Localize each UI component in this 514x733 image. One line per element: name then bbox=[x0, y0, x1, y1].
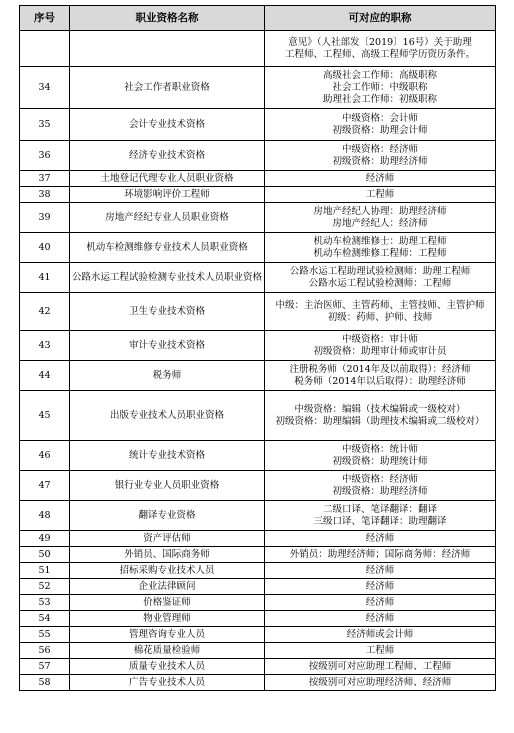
corresponding-title-cell bbox=[265, 361, 496, 391]
title-line: 按级别可对应助理工程师、工程师 bbox=[308, 660, 452, 672]
row-index-cell: 51 bbox=[20, 563, 70, 579]
row-index-cell: 45 bbox=[20, 391, 70, 441]
title-line: 机动车检测维修工程师：工程师 bbox=[313, 247, 447, 259]
table-header-row bbox=[20, 6, 496, 31]
title-line: 工程师 bbox=[365, 188, 395, 200]
table-row bbox=[20, 361, 496, 391]
title-line: 社会工作师：中级职称 bbox=[332, 81, 428, 93]
qualification-name-cell: 机动车检测维修专业技术人员职业资格 bbox=[70, 233, 265, 263]
qualification-name-cell: 税务师 bbox=[70, 361, 265, 391]
qualification-name-cell: 统计专业技术资格 bbox=[70, 441, 265, 471]
title-line: 经济师 bbox=[365, 532, 395, 544]
continuation-titles-cell bbox=[265, 31, 496, 67]
corresponding-title-cell bbox=[265, 331, 496, 361]
qualification-name-cell: 质量专业技术人员 bbox=[70, 659, 265, 675]
continuation-row bbox=[20, 31, 496, 67]
table-row bbox=[20, 579, 496, 595]
qualification-name-cell: 土地登记代理专业人员职业资格 bbox=[70, 171, 265, 187]
table-row bbox=[20, 263, 496, 293]
row-index-cell: 47 bbox=[20, 471, 70, 501]
table-row bbox=[20, 187, 496, 203]
header-qualification-name: 职业资格名称 bbox=[70, 6, 265, 31]
title-line: 初级资格：助理统计师 bbox=[332, 455, 428, 467]
corresponding-title-cell bbox=[265, 471, 496, 501]
qualification-name-cell: 社会工作者职业资格 bbox=[70, 67, 265, 109]
corresponding-title-cell bbox=[265, 643, 496, 659]
row-index-cell: 54 bbox=[20, 611, 70, 627]
table-row bbox=[20, 141, 496, 171]
row-index-cell: 49 bbox=[20, 531, 70, 547]
qualification-name-cell: 招标采购专业技术人员 bbox=[70, 563, 265, 579]
row-index-cell: 41 bbox=[20, 263, 70, 293]
row-index-cell: 48 bbox=[20, 501, 70, 531]
title-line: 中级资格：经济师 bbox=[341, 143, 418, 155]
corresponding-title-cell bbox=[265, 579, 496, 595]
title-line: 中级资格：编辑（技术编辑或一级校对） bbox=[294, 403, 466, 415]
corresponding-title-cell bbox=[265, 595, 496, 611]
qualification-name-cell: 价格鉴证师 bbox=[70, 595, 265, 611]
table-row bbox=[20, 233, 496, 263]
corresponding-title-cell bbox=[265, 203, 496, 233]
qualification-name-cell: 资产评估师 bbox=[70, 531, 265, 547]
qualification-name-cell: 环境影响评价工程师 bbox=[70, 187, 265, 203]
corresponding-title-cell bbox=[265, 293, 496, 331]
corresponding-title-cell bbox=[265, 531, 496, 547]
table-row bbox=[20, 611, 496, 627]
qualification-name-cell: 卫生专业技术资格 bbox=[70, 293, 265, 331]
title-line: 中级资格：统计师 bbox=[341, 443, 418, 455]
row-index-cell: 42 bbox=[20, 293, 70, 331]
title-line: 初级资格：助理经济师 bbox=[332, 485, 428, 497]
title-line: 经济师 bbox=[365, 596, 395, 608]
qualification-name-cell: 出版专业技术人员职业资格 bbox=[70, 391, 265, 441]
title-line: 中级资格：审计师 bbox=[341, 333, 418, 345]
title-line: 公路水运工程助理试验检测师：助理工程师 bbox=[289, 265, 471, 277]
corresponding-title-cell bbox=[265, 263, 496, 293]
corresponding-title-cell bbox=[265, 563, 496, 579]
table-row bbox=[20, 501, 496, 531]
title-line: 经济师 bbox=[365, 580, 395, 592]
row-index-cell: 39 bbox=[20, 203, 70, 233]
qualification-name-cell: 会计专业技术资格 bbox=[70, 109, 265, 141]
row-index-cell: 55 bbox=[20, 627, 70, 643]
row-index-cell: 53 bbox=[20, 595, 70, 611]
row-index-cell: 46 bbox=[20, 441, 70, 471]
table-row bbox=[20, 531, 496, 547]
title-line: 经济师或会计师 bbox=[346, 628, 414, 640]
corresponding-title-cell bbox=[265, 611, 496, 627]
qualification-name-cell: 审计专业技术资格 bbox=[70, 331, 265, 361]
corresponding-title-cell bbox=[265, 391, 496, 441]
title-line: 中级资格：经济师 bbox=[341, 473, 418, 485]
qualification-name-cell: 经济专业技术资格 bbox=[70, 141, 265, 171]
title-line: 外销员：助理经济师；国际商务师：经济师 bbox=[289, 548, 471, 560]
table-row bbox=[20, 659, 496, 675]
header-index: 序号 bbox=[20, 6, 70, 31]
table-row bbox=[20, 171, 496, 187]
corresponding-title-cell bbox=[265, 109, 496, 141]
qualification-name-cell: 外销员、国际商务师 bbox=[70, 547, 265, 563]
qualification-name-cell: 银行业专业人员职业资格 bbox=[70, 471, 265, 501]
title-line: 按级别可对应助理经济师、经济师 bbox=[308, 676, 452, 688]
row-index-cell: 34 bbox=[20, 67, 70, 109]
row-index-cell: 36 bbox=[20, 141, 70, 171]
qualification-title-table bbox=[19, 5, 496, 691]
title-line: 经济师 bbox=[365, 612, 395, 624]
row-index-cell: 56 bbox=[20, 643, 70, 659]
title-line: 经济师 bbox=[365, 564, 395, 576]
row-index-cell: 58 bbox=[20, 675, 70, 691]
corresponding-title-cell bbox=[265, 141, 496, 171]
title-line: 公路水运工程试验检测师：工程师 bbox=[308, 277, 452, 289]
table-row bbox=[20, 675, 496, 691]
row-index-cell: 50 bbox=[20, 547, 70, 563]
corresponding-title-cell bbox=[265, 675, 496, 691]
title-line: 中级：主治医师、主管药师、主管技师、主管护师 bbox=[275, 299, 485, 311]
qualification-name-cell: 公路水运工程试验检测专业技术人员职业资格 bbox=[70, 263, 265, 293]
corresponding-title-cell bbox=[265, 547, 496, 563]
qualification-name-cell: 物业管理师 bbox=[70, 611, 265, 627]
corresponding-title-cell bbox=[265, 187, 496, 203]
corresponding-title-cell bbox=[265, 659, 496, 675]
title-line: 初级资格：助理编辑（助理技术编辑或二级校对） bbox=[275, 415, 485, 427]
table-row bbox=[20, 563, 496, 579]
corresponding-title-cell bbox=[265, 67, 496, 109]
row-index-cell: 43 bbox=[20, 331, 70, 361]
row-index-cell: 40 bbox=[20, 233, 70, 263]
title-line: 税务师（2014年以后取得）：助理经济师 bbox=[294, 375, 466, 387]
corresponding-title-cell bbox=[265, 441, 496, 471]
table-row bbox=[20, 67, 496, 109]
qualification-name-cell: 房地产经纪专业人员职业资格 bbox=[70, 203, 265, 233]
title-line: 二级口译、笔译翻译：翻译 bbox=[322, 503, 437, 515]
title-line: 经济师 bbox=[365, 172, 395, 184]
corresponding-title-cell bbox=[265, 171, 496, 187]
corresponding-title-cell bbox=[265, 501, 496, 531]
title-line: 三级口译、笔译翻译：助理翻译 bbox=[313, 515, 447, 527]
continuation-line: 工程师、工程师、高级工程师学历资历条件。 bbox=[284, 48, 475, 60]
corresponding-title-cell bbox=[265, 233, 496, 263]
title-line: 高级社会工作师：高级职称 bbox=[322, 69, 437, 81]
row-index-cell: 35 bbox=[20, 109, 70, 141]
continuation-index-cell bbox=[20, 31, 70, 67]
table-row bbox=[20, 471, 496, 501]
title-line: 房地产经纪人协理：助理经济师 bbox=[313, 205, 447, 217]
qualification-name-cell: 广告专业技术人员 bbox=[70, 675, 265, 691]
row-index-cell: 57 bbox=[20, 659, 70, 675]
table-row bbox=[20, 595, 496, 611]
table-row bbox=[20, 203, 496, 233]
table-row bbox=[20, 441, 496, 471]
title-line: 初级资格：助理会计师 bbox=[332, 124, 428, 136]
title-line: 助理社会工作师：初级职称 bbox=[322, 93, 437, 105]
table-row bbox=[20, 293, 496, 331]
table-row bbox=[20, 109, 496, 141]
title-line: 初级：药师、护师、技师 bbox=[327, 311, 433, 323]
row-index-cell: 44 bbox=[20, 361, 70, 391]
qualification-table-container bbox=[19, 5, 495, 691]
qualification-name-cell: 棉花质量检验师 bbox=[70, 643, 265, 659]
title-line: 工程师 bbox=[365, 644, 395, 656]
title-line: 注册税务师（2014年及以前取得）：经济师 bbox=[289, 363, 471, 375]
title-line: 初级资格：助理审计师或审计员 bbox=[313, 345, 447, 357]
title-line: 机动车检测维修士：助理工程师 bbox=[313, 235, 447, 247]
table-row bbox=[20, 331, 496, 361]
table-row bbox=[20, 391, 496, 441]
header-corresponding-title: 可对应的职称 bbox=[265, 6, 496, 31]
qualification-name-cell: 企业法律顾问 bbox=[70, 579, 265, 595]
corresponding-title-cell bbox=[265, 627, 496, 643]
continuation-line: 意见》（人社部发〔2019〕16号）关于助理 bbox=[288, 36, 472, 48]
table-row bbox=[20, 547, 496, 563]
title-line: 房地产经纪人：经济师 bbox=[332, 217, 428, 229]
title-line: 初级资格：助理经济师 bbox=[332, 155, 428, 167]
qualification-name-cell: 翻译专业资格 bbox=[70, 501, 265, 531]
row-index-cell: 52 bbox=[20, 579, 70, 595]
title-line: 中级资格：会计师 bbox=[341, 112, 418, 124]
qualification-name-cell: 管理咨询专业人员 bbox=[70, 627, 265, 643]
row-index-cell: 37 bbox=[20, 171, 70, 187]
table-row bbox=[20, 627, 496, 643]
row-index-cell: 38 bbox=[20, 187, 70, 203]
continuation-name-cell bbox=[70, 31, 265, 67]
table-row bbox=[20, 643, 496, 659]
